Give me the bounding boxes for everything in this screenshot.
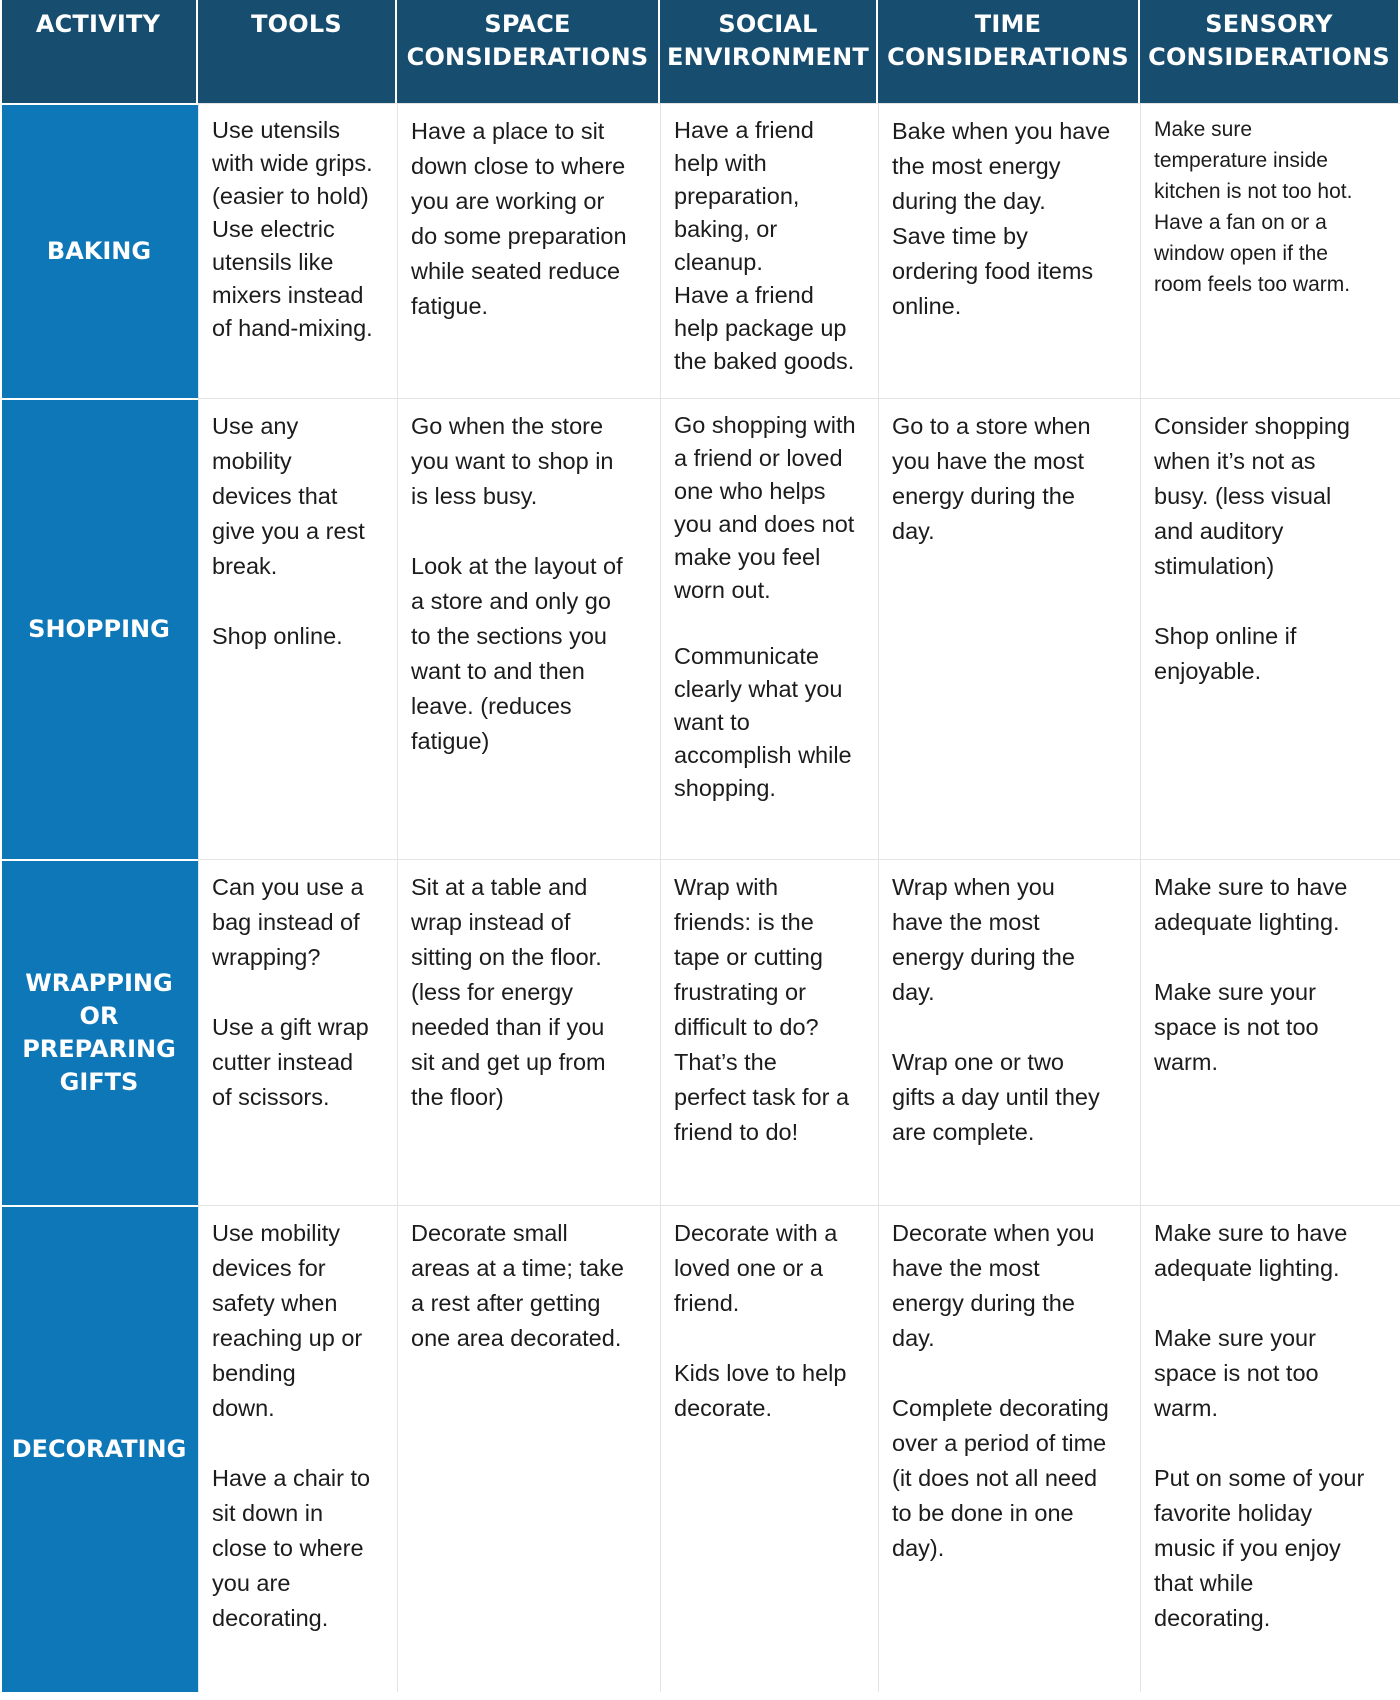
header-tools: TOOLS [198, 0, 397, 103]
shopping-social-cell: Go shopping with a friend or loved one who helps you and does not make you feel worn out. Communicate clearly what you want to accomplish while shopping. [660, 398, 878, 859]
decorating-social-cell: Decorate with a loved one or a friend. Kids love to help decorate. [660, 1205, 878, 1692]
wrapping-time-cell: Wrap when you have the most energy during the day. Wrap one or two gifts a day until they are complete. [878, 859, 1140, 1205]
header-social-environment: SOCIAL ENVIRONMENT [660, 0, 878, 103]
shopping-space-cell: Go when the store you want to shop in is less busy. Look at the layout of a store and only go to the sections you want to and then leave. (reduces fatigue) [397, 398, 660, 859]
header-time-considerations: TIME CONSIDERATIONS [878, 0, 1140, 103]
wrapping-tools-cell: Can you use a bag instead of wrapping? Use a gift wrap cutter instead of scissors. [198, 859, 397, 1205]
header-activity: ACTIVITY [0, 0, 198, 103]
shopping-time-cell: Go to a store when you have the most energy during the day. [878, 398, 1140, 859]
activity-baking: BAKING [0, 103, 198, 398]
baking-time-cell: Bake when you have the most energy during the day. Save time by ordering food items online. [878, 103, 1140, 398]
shopping-tools-cell: Use any mobility devices that give you a rest break. Shop online. [198, 398, 397, 859]
wrapping-space-cell: Sit at a table and wrap instead of sitting on the floor. (less for energy needed than if you sit and get up from the floor) [397, 859, 660, 1205]
table-left-edge [0, 0, 2, 1692]
activity-decorating: DECORATING [0, 1205, 198, 1692]
shopping-sensory-cell: Consider shopping when it’s not as busy. (less visual and auditory stimulation) Shop online if enjoyable. [1140, 398, 1400, 859]
decorating-tools-cell: Use mobility devices for safety when reaching up or bending down. Have a chair to sit down in close to where you are decorating. [198, 1205, 397, 1692]
header-sensory-considerations: SENSORY CONSIDERATIONS [1140, 0, 1400, 103]
decorating-space-cell: Decorate small areas at a time; take a rest after getting one area decorated. [397, 1205, 660, 1692]
header-space-considerations: SPACE CONSIDERATIONS [397, 0, 660, 103]
baking-sensory-cell: Make sure temperature inside kitchen is not too hot. Have a fan on or a window open if the room feels too warm. [1140, 103, 1400, 398]
decorating-time-cell: Decorate when you have the most energy during the day. Complete decorating over a period of time (it does not all need to be done in one day). [878, 1205, 1140, 1692]
baking-tools-cell: Use utensils with wide grips. (easier to hold) Use electric utensils like mixers instead of hand-mixing. [198, 103, 397, 398]
decorating-sensory-cell: Make sure to have adequate lighting. Make sure your space is not too warm. Put on some of your favorite holiday music if you enjoy that while decorating. [1140, 1205, 1400, 1692]
wrapping-sensory-cell: Make sure to have adequate lighting. Make sure your space is not too warm. [1140, 859, 1400, 1205]
activity-shopping: SHOPPING [0, 398, 198, 859]
baking-social-cell: Have a friend help with preparation, baking, or cleanup. Have a friend help package up the baked goods. [660, 103, 878, 398]
wrapping-social-cell: Wrap with friends: is the tape or cutting frustrating or difficult to do? That’s the perfect task for a friend to do! [660, 859, 878, 1205]
activity-wrapping-gifts: WRAPPING OR PREPARING GIFTS [0, 859, 198, 1205]
baking-space-cell: Have a place to sit down close to where you are working or do some preparation while seated reduce fatigue. [397, 103, 660, 398]
